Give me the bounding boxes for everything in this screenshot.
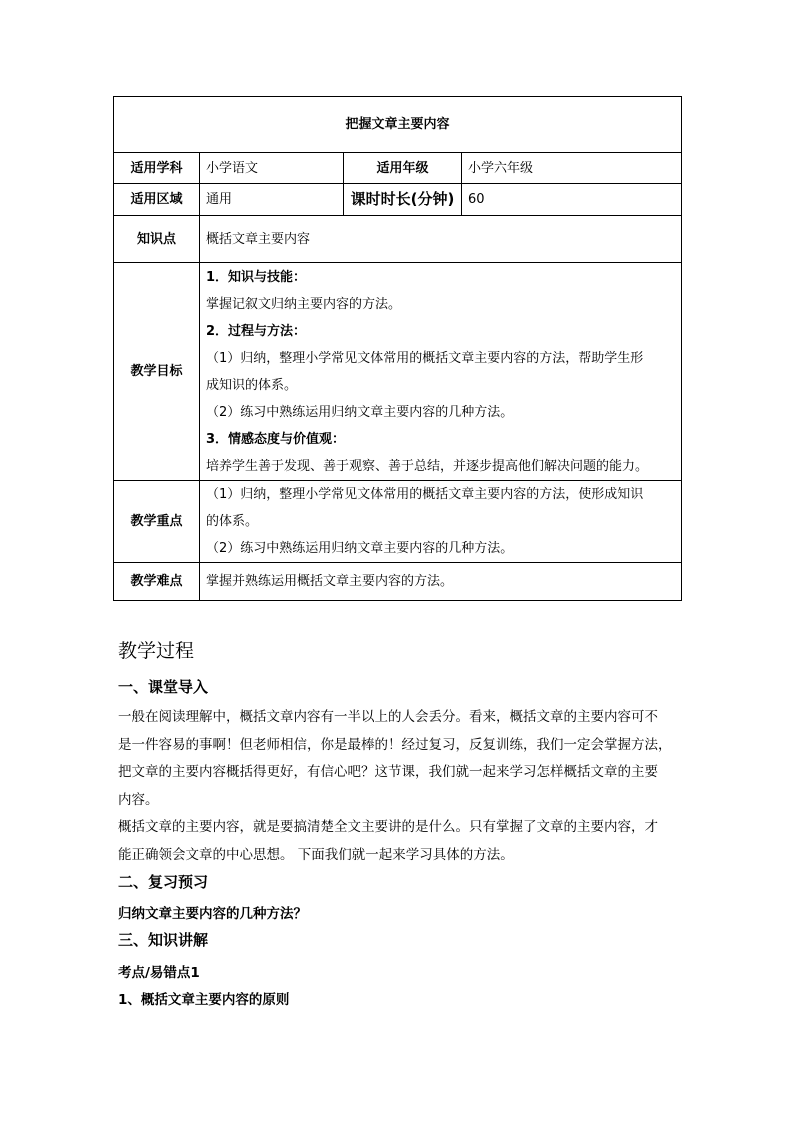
section2-heading: 二、复习预习 <box>118 873 209 891</box>
intro-paragraph-2 <box>118 814 678 869</box>
goals-label: 教学目标 <box>114 263 200 481</box>
paragraph-line: 概括文章的主要内容，就是要搞清楚全文主要讲的是什么。只有掌握了文章的主要内容，才 <box>118 819 658 835</box>
region-label: 适用区域 <box>114 184 200 216</box>
subject-label: 适用学科 <box>114 153 200 184</box>
point-title-block <box>118 988 678 1008</box>
lesson-info-table <box>113 96 682 601</box>
goals-line: （2）练习中熟练运用归纳文章主要内容的几种方法。 <box>206 404 514 420</box>
goals-line: 2．过程与方法： <box>206 323 307 339</box>
goals-content <box>200 263 682 481</box>
focus-line: 的体系。 <box>206 514 259 529</box>
knowledge-value: 概括文章主要内容 <box>200 216 682 263</box>
paragraph-line: 是一件容易的事啊！但老师相信，你是最棒的！经过复习，反复训练，我们一定会掌握方法， <box>118 736 672 753</box>
region-value: 通用 <box>200 184 344 216</box>
process-heading: 教学过程 <box>118 640 195 662</box>
knowledge-label: 知识点 <box>114 216 200 263</box>
intro-paragraph-1 <box>118 704 678 814</box>
goals-line: 掌握记叙文归纳主要内容的方法。 <box>206 296 402 312</box>
section1-heading: 一、课堂导入 <box>118 678 209 696</box>
review-question-block <box>118 902 678 922</box>
focus-content <box>200 481 682 563</box>
point-label: 考点/易错点1 <box>118 965 200 981</box>
point-title: 1、概括文章主要内容的原则 <box>118 992 290 1008</box>
goals-line: （1）归纳，整理小学常见文体常用的概括文章主要内容的方法，帮助学生形 <box>206 350 644 366</box>
section-intro <box>118 676 678 697</box>
focus-line: （1）归纳，整理小学常见文体常用的概括文章主要内容的方法，使形成知识 <box>206 487 644 502</box>
section-knowledge <box>118 929 678 950</box>
goals-line: 3．情感态度与价值观： <box>206 431 346 447</box>
review-question: 归纳文章主要内容的几种方法？ <box>118 906 307 922</box>
paragraph-line: 内容。 <box>118 791 159 808</box>
goals-line: 培养学生善于发现、善于观察、善于总结，并逐步提高他们解决问题的能力。 <box>206 458 649 474</box>
difficulty-label: 教学难点 <box>114 563 200 601</box>
focus-label: 教学重点 <box>114 481 200 563</box>
grade-label: 适用年级 <box>344 153 462 184</box>
subject-value: 小学语文 <box>200 153 344 184</box>
paragraph-line: 把文章的主要内容概括得更好，有信心吧？这节课，我们就一起来学习怎样概括文章的主要 <box>118 764 658 780</box>
goals-line: 成知识的体系。 <box>206 377 298 393</box>
focus-line: （2）练习中熟练运用归纳文章主要内容的几种方法。 <box>206 541 514 556</box>
section-review <box>118 871 678 892</box>
duration-label: 课时时长(分钟) <box>344 184 462 216</box>
point-label-block <box>118 961 678 981</box>
difficulty-value: 掌握并熟练运用概括文章主要内容的方法。 <box>200 563 682 601</box>
table-title: 把握文章主要内容 <box>114 97 682 153</box>
paragraph-line: 一般在阅读理解中，概括文章内容有一半以上的人会丢分。看来，概括文章的主要内容可不 <box>118 709 658 725</box>
duration-value: 60 <box>462 184 682 216</box>
grade-value: 小学六年级 <box>462 153 682 184</box>
paragraph-line: 能正确领会文章的中心思想。 下面我们就一起来学习具体的方法。 <box>118 846 514 863</box>
section3-heading: 三、知识讲解 <box>118 931 209 949</box>
goals-line: 1．知识与技能： <box>206 269 307 285</box>
